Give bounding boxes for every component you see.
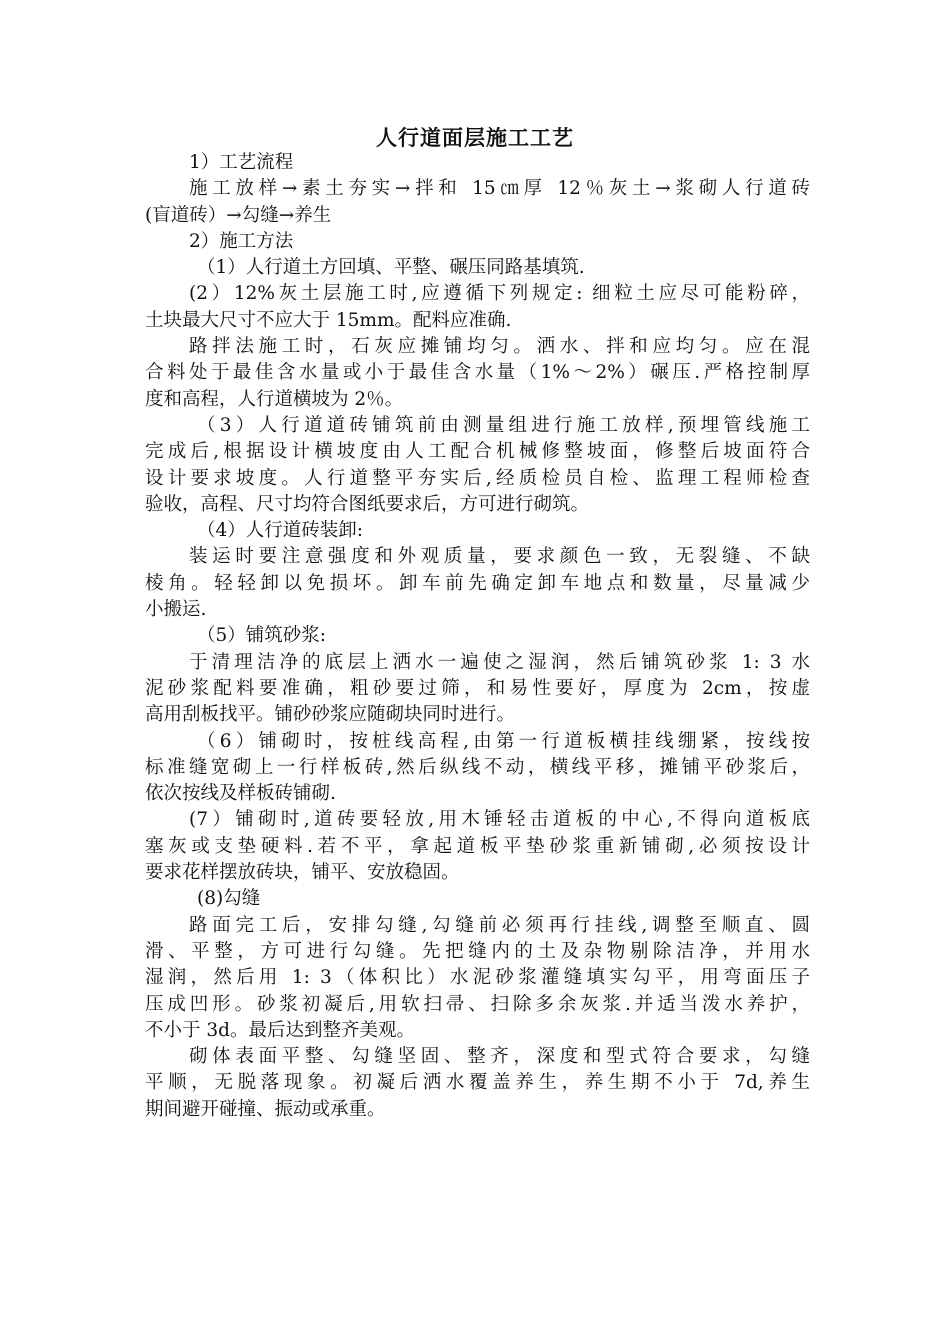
body-line: 验收，高程、尺寸均符合图纸要求后，方可进行砌筑。 xyxy=(145,493,590,515)
body-line: 小搬运. xyxy=(145,599,207,621)
body-line: （5）铺筑砂浆: xyxy=(197,625,327,647)
body-line: 压成凹形。砂浆初凝后,用软扫帚、扫除多余灰浆.并适当泼水养护， xyxy=(145,993,810,1015)
body-line: 度和高程，人行道横坡为 2％。 xyxy=(145,388,404,410)
body-line: 施工放样→素土夯实→拌和 15㎝厚 12％灰土→浆砌人行道砖 xyxy=(189,178,810,200)
body-line: 泥砂浆配料要准确，粗砂要过筛，和易性要好，厚度为 2cm，按虚 xyxy=(145,677,810,699)
body-line: 2）施工方法 xyxy=(189,230,294,252)
body-line: 要求花样摆放砖块，铺平、安放稳固。 xyxy=(145,862,460,884)
body-line: （4）人行道砖装卸: xyxy=(197,520,364,542)
body-line: 塞灰或支垫硬料.若不平，拿起道板平垫砂浆重新铺砌,必须按设计 xyxy=(145,835,810,857)
body-line: 设计要求坡度。人行道整平夯实后,经质检员自检、监理工程师检查 xyxy=(145,467,810,489)
body-line: 于清理洁净的底层上洒水一遍使之湿润，然后铺筑砂浆 1: 3 水 xyxy=(189,651,810,673)
body-line: （1）人行道土方回填、平整、碾压同路基填筑. xyxy=(197,257,585,279)
body-line: 湿润，然后用 1: 3（体积比）水泥砂浆灌缝填实勾平，用弯面压子 xyxy=(145,967,810,989)
body-line: 不小于 3d。最后达到整齐美观。 xyxy=(145,1019,415,1041)
body-line: 依次按线及样板砖铺砌. xyxy=(145,783,336,805)
body-line: 路拌法施工时，石灰应摊铺均匀。洒水、拌和应均匀。应在混 xyxy=(189,336,810,358)
document-title: 人行道面层施工工艺 xyxy=(376,126,574,150)
body-line: 装运时要注意强度和外观质量，要求颜色一致，无裂缝、不缺 xyxy=(189,546,810,568)
body-line: (盲道砖）→勾缝→养生 xyxy=(145,204,332,226)
body-line: 期间避开碰撞、振动或承重。 xyxy=(145,1098,386,1120)
body-line: 棱角。轻轻卸以免损坏。卸车前先确定卸车地点和数量，尽量减少 xyxy=(145,572,810,594)
body-line: 平顺，无脱落现象。初凝后洒水覆盖养生，养生期不小于 7d,养生 xyxy=(145,1072,810,1094)
body-line: (7）铺砌时,道砖要轻放,用木锤轻击道板的中心,不得向道板底 xyxy=(189,809,810,831)
body-line: 路面完工后，安排勾缝,勾缝前必须再行挂线,调整至顺直、圆 xyxy=(189,914,810,936)
body-line: （6）铺砌时，按桩线高程,由第一行道板横挂线绷紧，按线按 xyxy=(197,730,810,752)
body-line: 标准缝宽砌上一行样板砖,然后纵线不动，横线平移，摊铺平砂浆后， xyxy=(145,756,810,778)
body-line: （3）人行道道砖铺筑前由测量组进行施工放样,预埋管线施工 xyxy=(197,414,810,436)
body-line: 砌体表面平整、勾缝坚固、整齐，深度和型式符合要求，勾缝 xyxy=(189,1046,810,1068)
body-line: 高用刮板找平。铺砂砂浆应随砌块同时进行。 xyxy=(145,704,516,726)
body-line: (8)勾缝 xyxy=(197,888,261,910)
body-line: 1）工艺流程 xyxy=(189,152,294,173)
body-line: 滑、平整，方可进行勾缝。先把缝内的土及杂物剔除洁净，并用水 xyxy=(145,940,810,962)
body-line: 完成后,根据设计横坡度由人工配合机械修整坡面，修整后坡面符合 xyxy=(145,441,810,463)
body-line: (2）12%灰土层施工时,应遵循下列规定: 细粒土应尽可能粉碎， xyxy=(189,283,810,305)
body-line: 土块最大尺寸不应大于 15mm。配料应准确. xyxy=(145,309,512,331)
document-body xyxy=(145,150,810,1123)
body-line: 合料处于最佳含水量或小于最佳含水量（1%～2%）碾压.严格控制厚 xyxy=(145,362,810,384)
